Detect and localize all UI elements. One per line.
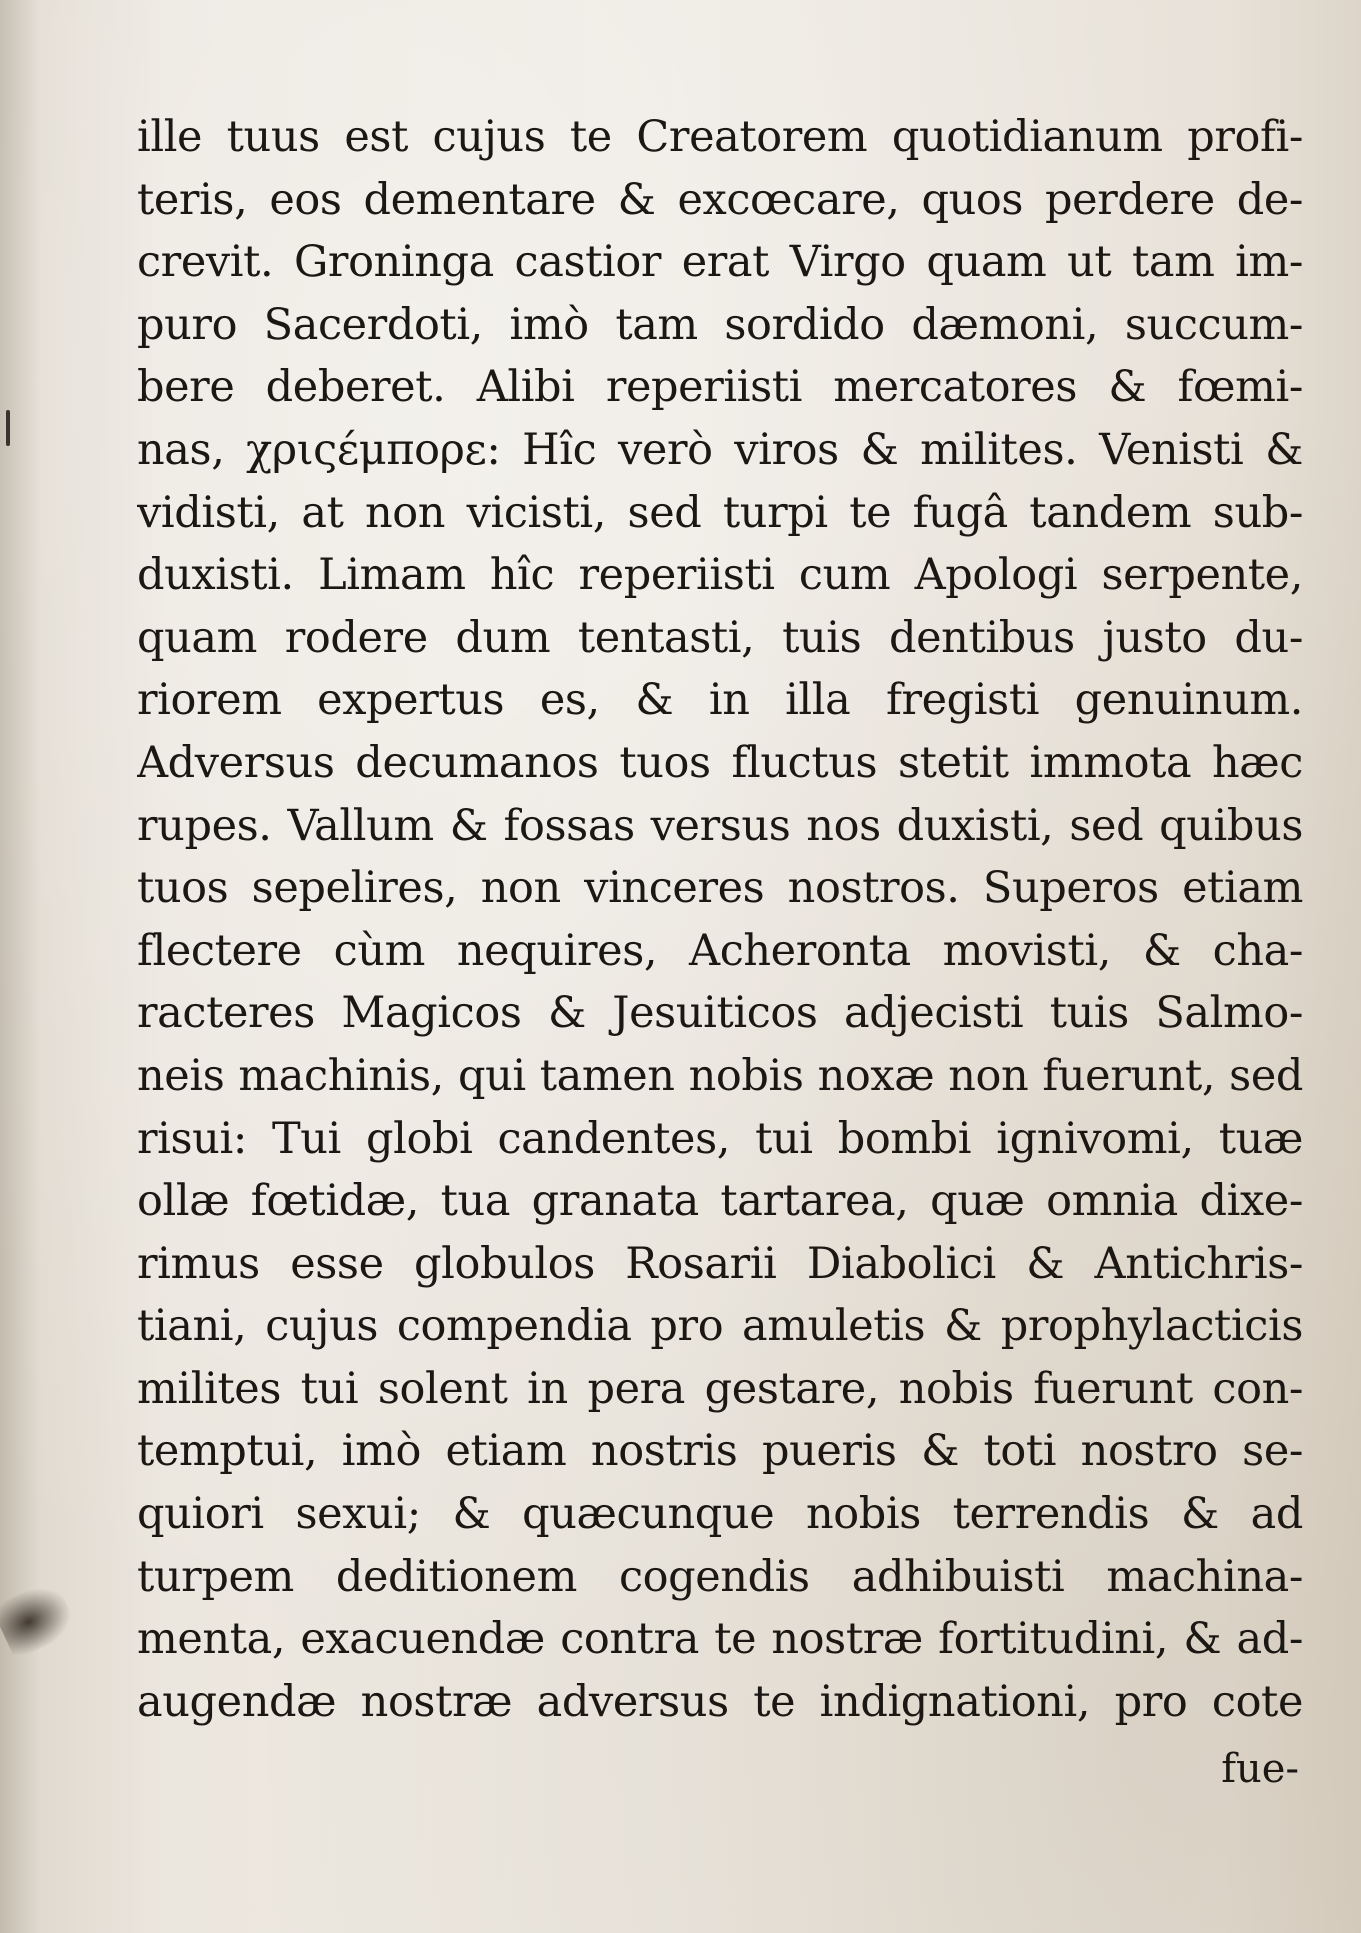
text-line: augendæ nostræ adversus te indignationi, pro cote [137,1676,1303,1727]
text-line: ollæ fœtidæ, tua granata tartarea, quæ omnia dixe- [137,1176,1303,1227]
text-line: teris, eos dementare & excœcare, quos perdere de- [137,174,1303,225]
text-line: risui: Tui globi candentes, tui bombi ignivomi, tuæ [137,1113,1303,1164]
margin-ink-mark [6,410,10,446]
text-line: menta, exacuendæ contra te nostræ fortitudini, & ad- [137,1614,1303,1665]
text-line: ille tuus est cujus te Creatorem quotidianum profi- [137,112,1303,162]
text-line: temptui, imò etiam nostris pueris & toti nostro se- [137,1426,1303,1477]
text-line: quiori sexui; & quæcunque nobis terrendis & ad [137,1489,1303,1540]
text-line: vidisti, at non vicisti, sed turpi te fugâ tandem sub- [137,487,1303,538]
text-line: turpem deditionem cogendis adhibuisti machina- [137,1551,1303,1602]
text-line: nas, χριςέμπορε: Hîc verò viros & milites. Venisti & [137,424,1303,475]
text-line: riorem expertus es, & in illa fregisti genuinum. [137,675,1303,726]
catchword: fue- [1221,1746,1299,1792]
text-line: tiani, cujus compendia pro amuletis & prophylacticis [137,1301,1303,1352]
text-line: milites tui solent in pera gestare, nobis fuerunt con- [137,1363,1303,1414]
body-text [137,106,1303,1733]
text-line: puro Sacerdoti, imò tam sordido dæmoni, succum- [137,299,1303,350]
text-line: rupes. Vallum & fossas versus nos duxisti, sed quibus [137,800,1303,851]
text-line: duxisti. Limam hîc reperiisti cum Apologi serpente, [137,550,1303,601]
text-line: tuos sepelires, non vinceres nostros. Superos etiam [137,863,1303,914]
text-line: rimus esse globulos Rosarii Diabolici & Antichris- [137,1238,1303,1289]
text-line: crevit. Groninga castior erat Virgo quam ut tam im- [137,237,1303,288]
text-line: Adversus decumanos tuos fluctus stetit immota hæc [137,737,1303,788]
text-line: racteres Magicos & Jesuiticos adjecisti tuis Salmo- [137,988,1303,1039]
text-line: neis machinis, qui tamen nobis noxæ non fuerunt, sed [137,1050,1303,1101]
text-line: bere deberet. Alibi reperiisti mercatores & fœmi- [137,362,1303,413]
text-line: flectere cùm nequires, Acheronta movisti, & cha- [137,925,1303,976]
text-line: quam rodere dum tentasti, tuis dentibus justo du- [137,612,1303,663]
